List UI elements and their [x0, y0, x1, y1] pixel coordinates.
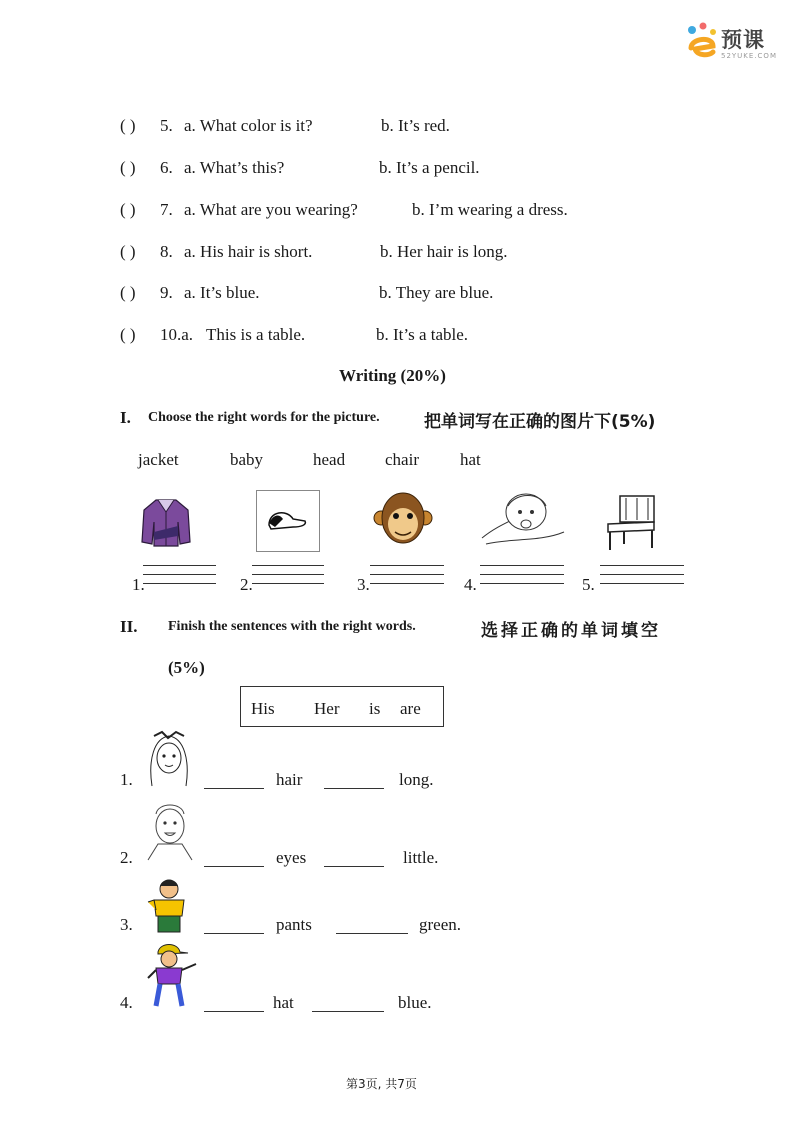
sentence-noun: hair: [276, 770, 303, 789]
blank-field[interactable]: [204, 997, 264, 1012]
section-title: Writing (20%): [339, 366, 446, 385]
item-number: 10.a.: [160, 325, 194, 344]
logo-sub: 52YUKE.COM: [721, 52, 777, 60]
option-a: This is a table.: [206, 325, 306, 344]
blank-field[interactable]: [336, 919, 408, 934]
picture-label: 1.: [132, 575, 145, 594]
sentence-number: 1.: [120, 770, 133, 789]
word-option: chair: [385, 450, 419, 469]
logo-e-icon: [683, 22, 723, 66]
part2-points: (5%): [168, 658, 205, 677]
word-option: jacket: [138, 450, 179, 469]
list-item: [120, 116, 136, 136]
answer-paren[interactable]: ( ): [120, 200, 136, 219]
monkey-head-picture: [373, 488, 433, 548]
word-bank-item: Her: [314, 699, 340, 718]
hat-picture: [256, 490, 320, 552]
picture-label: 4.: [464, 575, 477, 594]
answer-paren[interactable]: ( ): [120, 283, 136, 302]
option-b: b. Her hair is long.: [380, 242, 508, 261]
sentence-noun: eyes: [276, 848, 307, 867]
answer-paren[interactable]: ( ): [120, 116, 136, 135]
word-bank-item: are: [400, 699, 421, 718]
part1-instruction-cn: 把单词写在正确的图片下(5%): [424, 412, 656, 432]
option-a: a. His hair is short.: [184, 242, 313, 261]
answer-lines[interactable]: [600, 565, 684, 592]
part2-instruction-cn: 选择正确的单词填空: [481, 621, 661, 641]
option-a: a. What’s this?: [184, 158, 285, 177]
logo-brand: 预课: [721, 28, 765, 52]
jacket-picture: [140, 496, 192, 550]
item-number: 6.: [160, 158, 173, 177]
option-a: a. What color is it?: [184, 116, 313, 135]
answer-paren[interactable]: ( ): [120, 242, 136, 261]
blank-field[interactable]: [324, 774, 384, 789]
blank-field[interactable]: [324, 852, 384, 867]
answer-paren[interactable]: ( ): [120, 158, 136, 177]
item-number: 7.: [160, 200, 173, 219]
word-bank-item: His: [251, 699, 275, 718]
picture-label: 5.: [582, 575, 595, 594]
option-b: b. It’s a table.: [376, 325, 469, 344]
blank-field[interactable]: [204, 774, 264, 789]
baby-picture: [480, 488, 566, 548]
option-b: b. I’m wearing a dress.: [412, 200, 568, 219]
item-number: 9.: [160, 283, 173, 302]
answer-lines[interactable]: [480, 565, 564, 592]
answer-lines[interactable]: [252, 565, 324, 592]
sentence-number: 3.: [120, 915, 133, 934]
option-a: a. What are you wearing?: [184, 200, 358, 219]
sentence-noun: hat: [273, 993, 294, 1012]
word-option: baby: [230, 450, 264, 469]
item-number: 5.: [160, 116, 173, 135]
part2-roman: II.: [120, 617, 138, 636]
answer-paren[interactable]: ( ): [120, 325, 136, 344]
chair-picture: [604, 492, 660, 552]
picture-label: 3.: [357, 575, 370, 594]
blank-field[interactable]: [204, 852, 264, 867]
part1-instruction: Choose the right words for the picture.: [148, 410, 380, 425]
boy-cap-picture: [144, 942, 200, 1008]
item-number: 8.: [160, 242, 173, 261]
sentence-end: green.: [419, 915, 462, 934]
word-option: hat: [460, 450, 481, 469]
girl-long-hair-picture: [144, 730, 194, 788]
sentence-end: little.: [403, 848, 439, 867]
word-option: head: [313, 450, 346, 469]
answer-lines[interactable]: [143, 565, 216, 592]
boy-yellow-jacket-picture: [146, 878, 192, 934]
sentence-number: 2.: [120, 848, 133, 867]
cap-drawing: [257, 491, 319, 551]
part1-roman: I.: [120, 408, 131, 427]
boy-face-picture: [144, 800, 196, 862]
sentence-number: 4.: [120, 993, 133, 1012]
sentence-end: blue.: [398, 993, 432, 1012]
part2-instruction: Finish the sentences with the right words.: [168, 619, 416, 634]
option-b: b. It’s a pencil.: [379, 158, 480, 177]
blank-field[interactable]: [204, 919, 264, 934]
sentence-end: long.: [399, 770, 434, 789]
option-a: a. It’s blue.: [184, 283, 260, 302]
sentence-noun: pants: [276, 915, 312, 934]
option-b: b. They are blue.: [379, 283, 494, 302]
answer-lines[interactable]: [370, 565, 444, 592]
option-b: b. It’s red.: [381, 116, 450, 135]
picture-label: 2.: [240, 575, 253, 594]
page-footer: 第3页, 共7页: [346, 1077, 417, 1091]
blank-field[interactable]: [312, 997, 384, 1012]
site-logo: [683, 22, 783, 66]
word-bank-item: is: [369, 699, 381, 718]
